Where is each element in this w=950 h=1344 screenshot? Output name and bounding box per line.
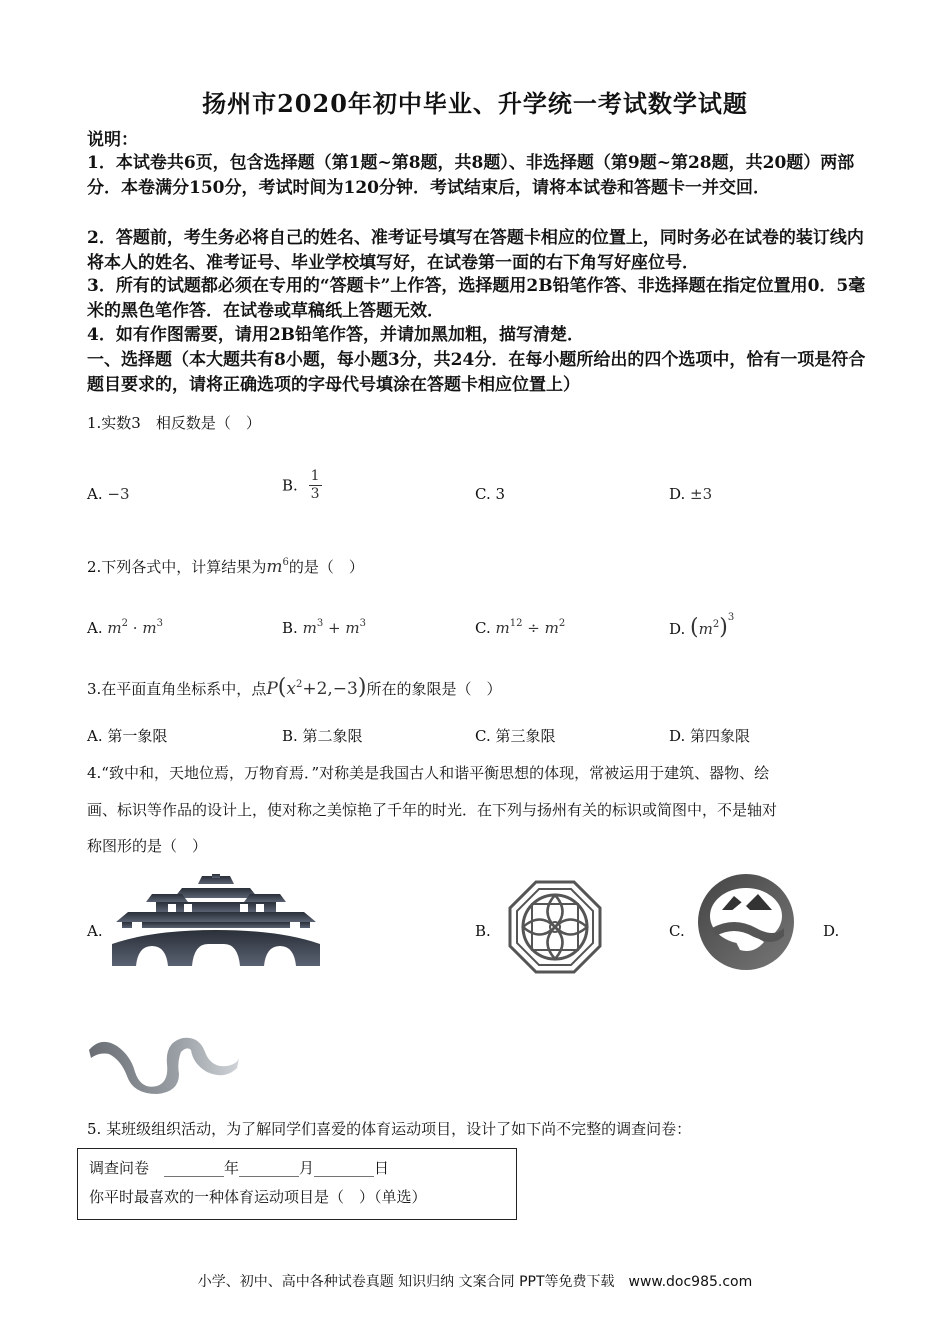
q2-option-a — [87, 618, 163, 637]
circular-emblem-icon — [694, 866, 798, 974]
option-math: ±3 — [690, 485, 713, 503]
stem-math — [266, 557, 289, 577]
question-3-stem — [87, 675, 501, 700]
q3-option-a: A. 第一象限 — [87, 727, 168, 745]
paren: ( — [277, 675, 287, 700]
q4-option-c-label: C. — [669, 922, 685, 940]
stem-text: 所在的象限是（ ） — [366, 680, 502, 698]
q3-option-c: C. 第三象限 — [475, 727, 556, 745]
instruction-item-4: 4．如有作图需要，请用2B铅笔作答，并请加黑加粗，描写清楚． — [87, 325, 585, 345]
q1-option-a — [87, 485, 130, 503]
exponent: 12 — [509, 618, 523, 629]
q1-option-b — [282, 468, 322, 503]
base: m — [266, 557, 283, 577]
stem-text: 的是（ ） — [288, 558, 364, 576]
exponent: 3 — [316, 618, 324, 629]
q3-option-d: D. 第四象限 — [669, 727, 751, 745]
section-heading: 一、选择题（本大题共有8小题，每小题3分，共24分．在每小题所给出的四个选项中，恰有一项是符合题目要求的，请将正确选项的字母代号填涂在答题卡相应位置上） — [87, 350, 866, 395]
operator: ÷ — [527, 619, 540, 637]
q4-option-a-label: A. — [87, 922, 103, 940]
pavilion-bridge-icon — [112, 874, 320, 966]
q1-option-d — [669, 485, 712, 503]
option-math: −3 — [107, 485, 130, 503]
option-label: B. — [282, 476, 298, 495]
q2-option-d — [669, 612, 734, 640]
option-label: D. — [669, 485, 686, 503]
survey-question-line: 你平时最喜欢的一种体育运动项目是（ ）（单选） — [89, 1188, 427, 1206]
option-math — [303, 619, 366, 637]
paren: ( — [690, 615, 699, 640]
question-1-stem: 1.实数3 相反数是（ ） — [87, 414, 261, 432]
page-title: 扬州市2020年初中毕业、升学统一考试数学试题 — [202, 89, 748, 118]
q2-option-c — [475, 618, 565, 637]
expression-rest: +2,−3 — [302, 679, 358, 699]
fraction — [309, 468, 322, 503]
question-5-stem: 5. 某班级组织活动，为了解同学们喜爱的体育运动项目，设计了如下尚不完整的调查问卷： — [87, 1120, 692, 1138]
exponent: 3 — [156, 618, 163, 629]
exponent: 3 — [359, 618, 366, 629]
survey-date-line: 调查问卷 ________年________月________日 — [89, 1159, 390, 1177]
option-label: A. — [87, 485, 103, 503]
option-label: D. — [669, 620, 686, 638]
numerator: 1 — [310, 468, 320, 484]
base: m — [142, 619, 157, 637]
operator: · — [132, 619, 138, 637]
q1-option-c — [475, 485, 505, 503]
paren: ) — [357, 675, 367, 700]
option-math — [690, 612, 735, 640]
q4-option-b-label: B. — [475, 922, 491, 940]
base: m — [698, 620, 713, 638]
base: m — [302, 619, 317, 637]
exponent: 6 — [282, 557, 289, 568]
option-math — [107, 619, 163, 637]
page-footer: 小学、初中、高中各种试卷真题 知识归纳 文案合同 PPT等免费下载 www.doc985.com — [197, 1274, 753, 1290]
instruction-item-2: 2．答题前，考生务必将自己的姓名、准考证号填写在答题卡相应的位置上，同时务必在试卷的装订线内将本人的姓名、准考证号、毕业学校填写好，在试卷第一面的右下角写好座位号． — [87, 228, 864, 273]
exponent: 2 — [712, 619, 720, 630]
option-math — [496, 619, 566, 637]
stem-text: 2.下列各式中，计算结果为 — [87, 558, 267, 576]
q4-option-d-label: D. — [823, 922, 840, 940]
exponent: 2 — [121, 618, 128, 629]
question-4-line-3: 称图形的是（ ） — [87, 837, 208, 855]
option-label: B. — [282, 619, 298, 637]
winding-river-icon — [87, 1028, 241, 1094]
base: m — [544, 619, 559, 637]
option-text: 3 — [495, 485, 506, 503]
instructions-heading: 说明： — [87, 130, 138, 150]
q2-option-b — [282, 618, 366, 637]
option-label: C. — [475, 619, 491, 637]
point-name: P — [266, 679, 278, 699]
base: m — [495, 619, 510, 637]
instruction-item-3: 3．所有的试题都必须在专用的“答题卡”上作答，选择题用2B铅笔作答、非选择题在指定位置用0．5毫米的黑色笔作答．在试卷或草稿纸上答题无效． — [87, 276, 866, 321]
base: m — [107, 619, 122, 637]
q3-option-b: B. 第二象限 — [282, 727, 363, 745]
option-label: C. — [475, 485, 491, 503]
option-label: A. — [87, 619, 103, 637]
question-4-line-2: 画、标识等作品的设计上，使对称之美惊艳了千年的时光．在下列与扬州有关的标识或简图中，不是轴对 — [87, 801, 778, 819]
stem-text: 3.在平面直角坐标系中，点 — [87, 680, 267, 698]
base: x — [286, 679, 296, 699]
exponent: 3 — [727, 612, 735, 623]
point-expression — [266, 675, 367, 700]
base: m — [345, 619, 360, 637]
denominator: 3 — [310, 486, 320, 502]
exponent: 2 — [295, 679, 303, 690]
question-4-line-1: 4.“致中和，天地位焉，万物育焉．”对称美是我国古人和谐平衡思想的体现，常被运用于建筑、器物、绘 — [87, 764, 770, 782]
instruction-item-1: 1．本试卷共6页，包含选择题（第1题~第8题，共8题）、非选择题（第9题~第28题，共20题）两部分．本卷满分150分，考试时间为120分钟．考试结束后，请将本试卷和答题卡一并交回． — [87, 153, 855, 198]
lattice-window-icon — [508, 880, 602, 974]
paren: ) — [719, 615, 728, 640]
question-2-stem — [87, 556, 364, 577]
operator: + — [327, 619, 341, 637]
exponent: 2 — [558, 618, 566, 629]
